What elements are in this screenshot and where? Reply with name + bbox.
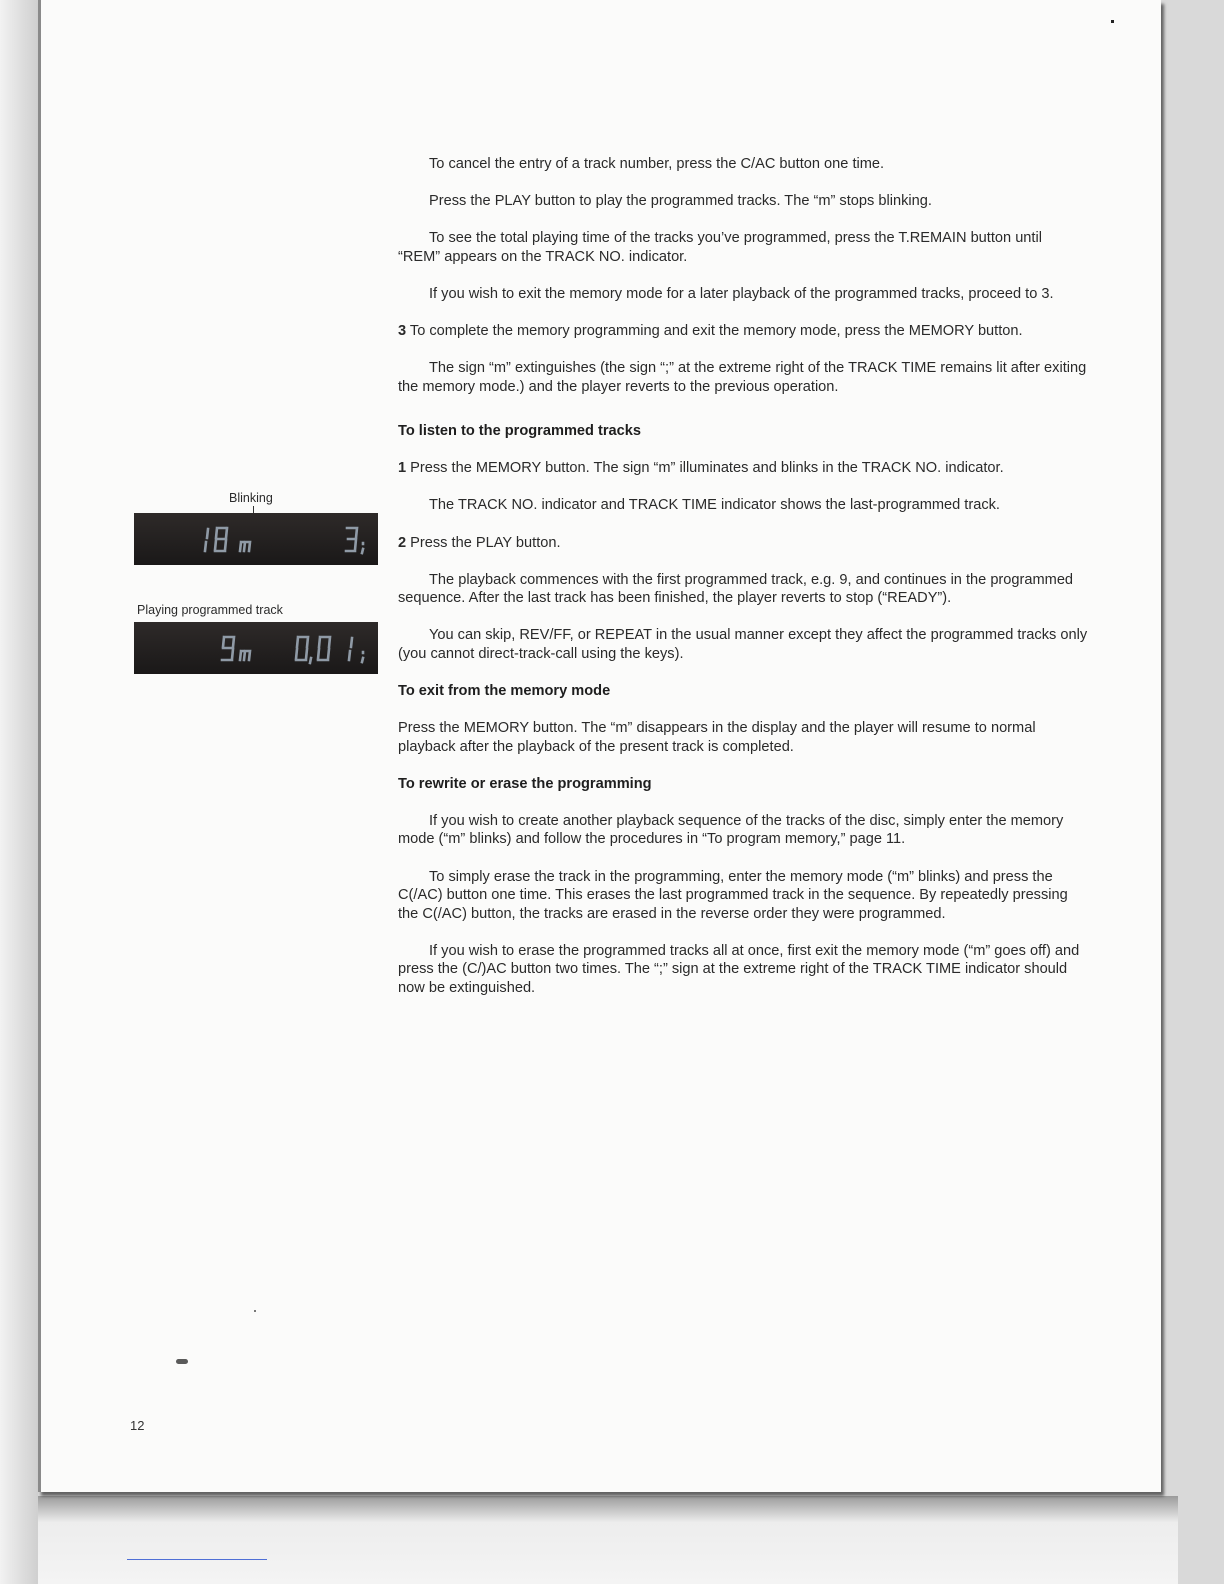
main-text-column xyxy=(398,155,1088,1016)
paragraph: To simply erase the track in the programming, enter the memory mode (“m” blinks) and press the C(/AC) button one time. This erases the last programmed track in the sequence. By repeatedly pressing the C(/AC) button, the tracks are erased in the reverse order they were programmed. xyxy=(398,868,1068,922)
display-playing-track xyxy=(134,622,378,674)
scan-bottom-edge xyxy=(38,1496,1178,1584)
section-heading: To listen to the programmed tracks xyxy=(398,423,642,440)
scan-edge xyxy=(0,0,38,1584)
scan-speck xyxy=(1111,20,1114,23)
paragraph: To see the total playing time of the tracks you’ve programmed, press the T.REMAIN button until “REM” appears on the TRACK NO. indicator. xyxy=(398,230,1042,265)
paragraph: You can skip, REV/FF, or REPEAT in the usual manner except they affect the programmed tracks only (you cannot direct-track-call using the keys). xyxy=(398,627,1088,662)
display-memory-mode xyxy=(134,513,378,565)
display-playing-track-digits xyxy=(134,622,378,674)
paragraph: The sign “m” extinguishes (the sign “;” at the extreme right of the TRACK TIME remains lit after exiting the memory mode.) and the player reverts to the previous operation. xyxy=(398,360,1087,395)
paragraph: Press the PLAY button to play the programmed tracks. The “m” stops blinking. xyxy=(429,193,932,210)
playing-caption: Playing programmed track xyxy=(137,603,283,617)
paragraph: To cancel the entry of a track number, press the C/AC button one time. xyxy=(429,156,885,172)
page-number: 12 xyxy=(130,1418,145,1433)
scan-speck xyxy=(176,1359,188,1364)
step-paragraph xyxy=(398,459,1088,478)
step-number: 2 xyxy=(398,534,407,551)
section-heading: To rewrite or erase the programming xyxy=(398,775,652,792)
step-number: 3 xyxy=(398,322,407,339)
paragraph: If you wish to erase the programmed tracks all at once, first exit the memory mode (“m” goes off) and press the (C/)AC button two times. The “;” sign at the extreme right of the TRACK TIME indicator should now be extinguished. xyxy=(398,942,1080,997)
paragraph: Press the MEMORY button. The “m” disappears in the display and the player will resume to normal playback after the playback of the present track is completed. xyxy=(398,720,1036,755)
display-memory-mode-digits xyxy=(134,513,378,565)
step-paragraph xyxy=(398,322,1088,341)
paragraph: If you wish to create another playback sequence of the tracks of the disc, simply enter the memory mode (“m” blinks) and follow the procedures in “To program memory,” page 11. xyxy=(398,812,1064,848)
paragraph: The playback commences with the first programmed track, e.g. 9, and continues in the programmed sequence. After the last track has been finished, the player reverts to stop (“READY”). xyxy=(398,571,1074,607)
section-heading: To exit from the memory mode xyxy=(398,683,611,699)
scan-artifact-line xyxy=(127,1559,267,1560)
step-text: Press the MEMORY button. The sign “m” illuminates and blinks in the TRACK NO. indicator. xyxy=(406,460,1004,477)
step-text: To complete the memory programming and exit the memory mode, press the MEMORY button. xyxy=(406,322,1023,339)
step-paragraph xyxy=(398,534,1088,553)
blinking-caption: Blinking xyxy=(229,491,273,505)
step-number: 1 xyxy=(398,460,407,477)
paragraph: If you wish to exit the memory mode for a later playback of the programmed tracks, proceed to 3. xyxy=(429,285,1054,302)
scan-speck xyxy=(254,1310,256,1312)
step-text: Press the PLAY button. xyxy=(406,534,561,551)
paragraph: The TRACK NO. indicator and TRACK TIME indicator shows the last-programmed track. xyxy=(429,497,1000,514)
